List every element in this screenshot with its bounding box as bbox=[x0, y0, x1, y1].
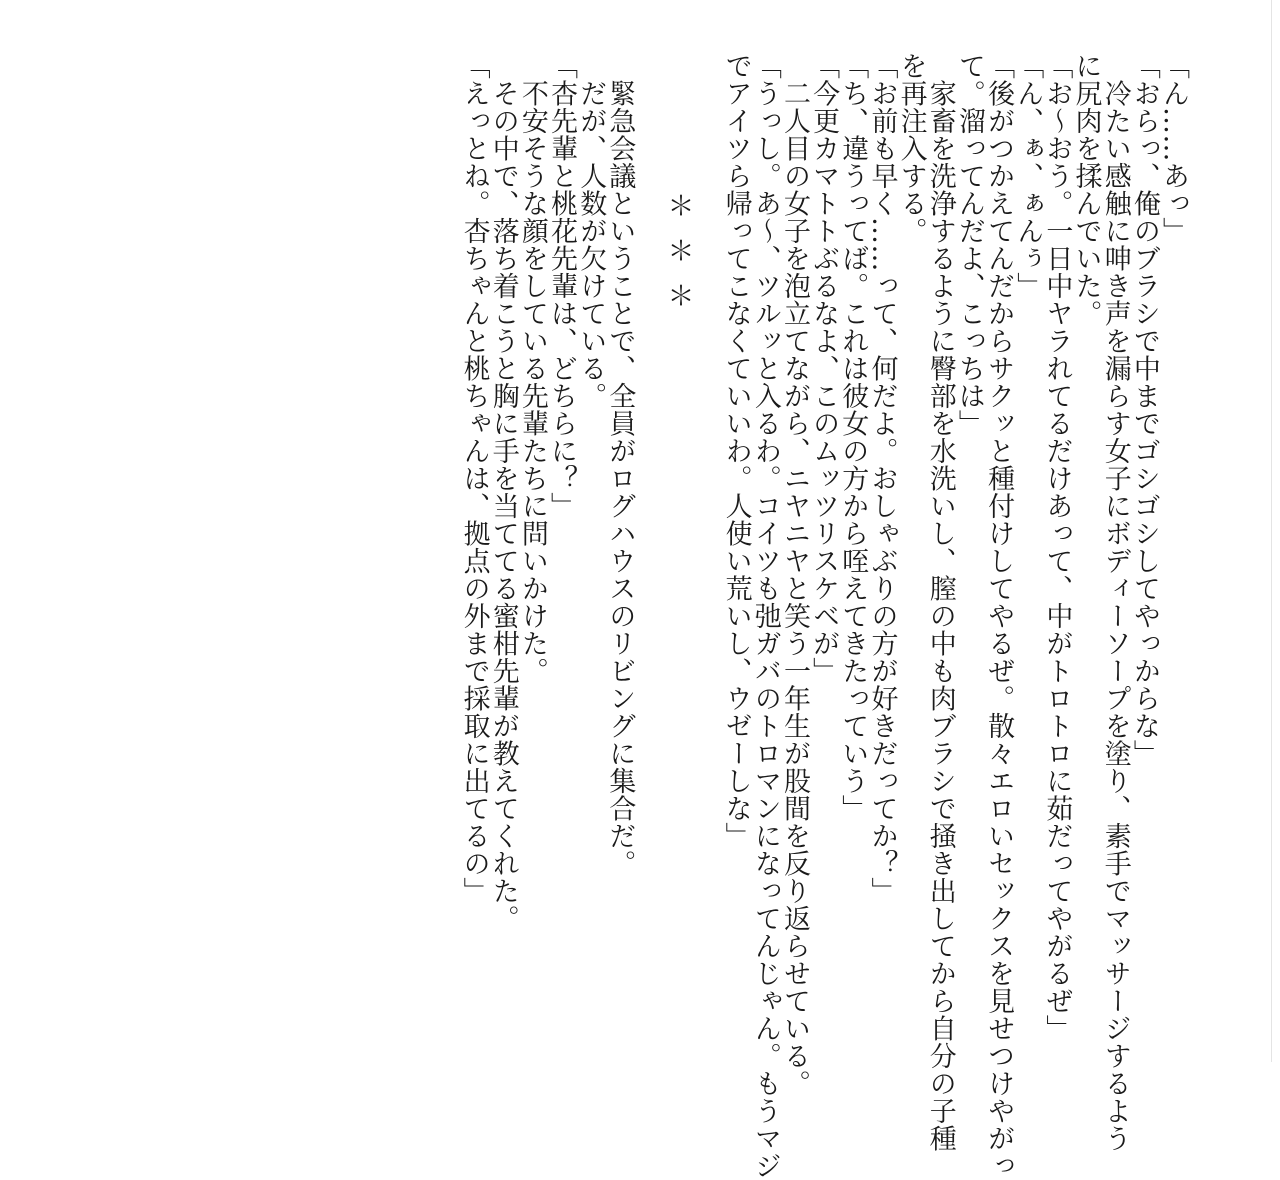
vertical-text-body bbox=[458, 52, 1189, 1180]
text-line: に尻肉を揉んでいた。 bbox=[1070, 52, 1102, 327]
text-line: 「今更カマトトぶるなよ、このムッツリスケベが」 bbox=[808, 52, 840, 685]
text-line: 「ん、ぁ、ぁんぅ」 bbox=[1012, 52, 1044, 300]
scene-break: ＊＊＊ bbox=[662, 192, 694, 327]
text-line: て。溜ってんだよ、こっちは」 bbox=[953, 52, 985, 437]
text-line: 「お前も早く……って、何だよ。おしゃぶりの方が好きだってか？」 bbox=[866, 52, 898, 905]
text-line: だが、人数が欠けている。 bbox=[575, 52, 607, 410]
text-line: 「おらっ、俺のブラシで中までゴシゴシしてやっからな」 bbox=[1128, 52, 1160, 767]
text-line: 「杏先輩と桃花先輩は、どちらに？」 bbox=[546, 52, 578, 520]
blank-line bbox=[693, 52, 722, 1052]
text-line: 冷たい感触に呻き声を漏らす女子にボディーソープを塗り、素手でマッサージするよう bbox=[1099, 52, 1131, 1152]
text-line: 二人目の女子を泡立てながら、ニヤニヤと笑う一年生が股間を反り返らせている。 bbox=[778, 52, 810, 1097]
blank-line bbox=[634, 52, 663, 1052]
text-line: 「お～おう。一日中ヤラれてるだけあって、中がトロトロに茹だってやがるぜ」 bbox=[1041, 52, 1073, 1042]
text-line: 「えっとね。杏ちゃんと桃ちゃんは、拠点の外まで採取に出てるの」 bbox=[458, 52, 490, 905]
text-line: 家畜を洗浄するように臀部を水洗いし、膣の中も肉ブラシで掻き出してから自分の子種 bbox=[924, 52, 956, 1152]
text-line: を再注入する。 bbox=[895, 52, 927, 245]
text-line: 不安そうな顔をしている先輩たちに問いかけた。 bbox=[516, 52, 548, 685]
text-line: 「うっし。あ～、ツルッと入るわ。コイツも弛ガバのトロマンになってんじゃん。もうマジ bbox=[749, 52, 781, 1180]
text-line: 「ち、違うってば。これは彼女の方から咥えてきたっていう」 bbox=[837, 52, 869, 822]
text-line: でアイツら帰ってこなくていいわ。人使い荒いし、ウゼーしな」 bbox=[720, 52, 752, 850]
text-line: 緊急会議ということで、全員がログハウスのリビングに集合だ。 bbox=[604, 52, 636, 877]
text-line: その中で、落ち着こうと胸に手を当ててる蜜柑先輩が教えてくれた。 bbox=[487, 52, 519, 932]
text-line: 「ん……あっ」 bbox=[1158, 52, 1189, 245]
text-line: 「後がつかえてんだからサクッと種付けしてやるぜ。散々エロいセックスを見せつけやがっ bbox=[983, 52, 1015, 1180]
page-edge-divider bbox=[1271, 0, 1272, 1062]
